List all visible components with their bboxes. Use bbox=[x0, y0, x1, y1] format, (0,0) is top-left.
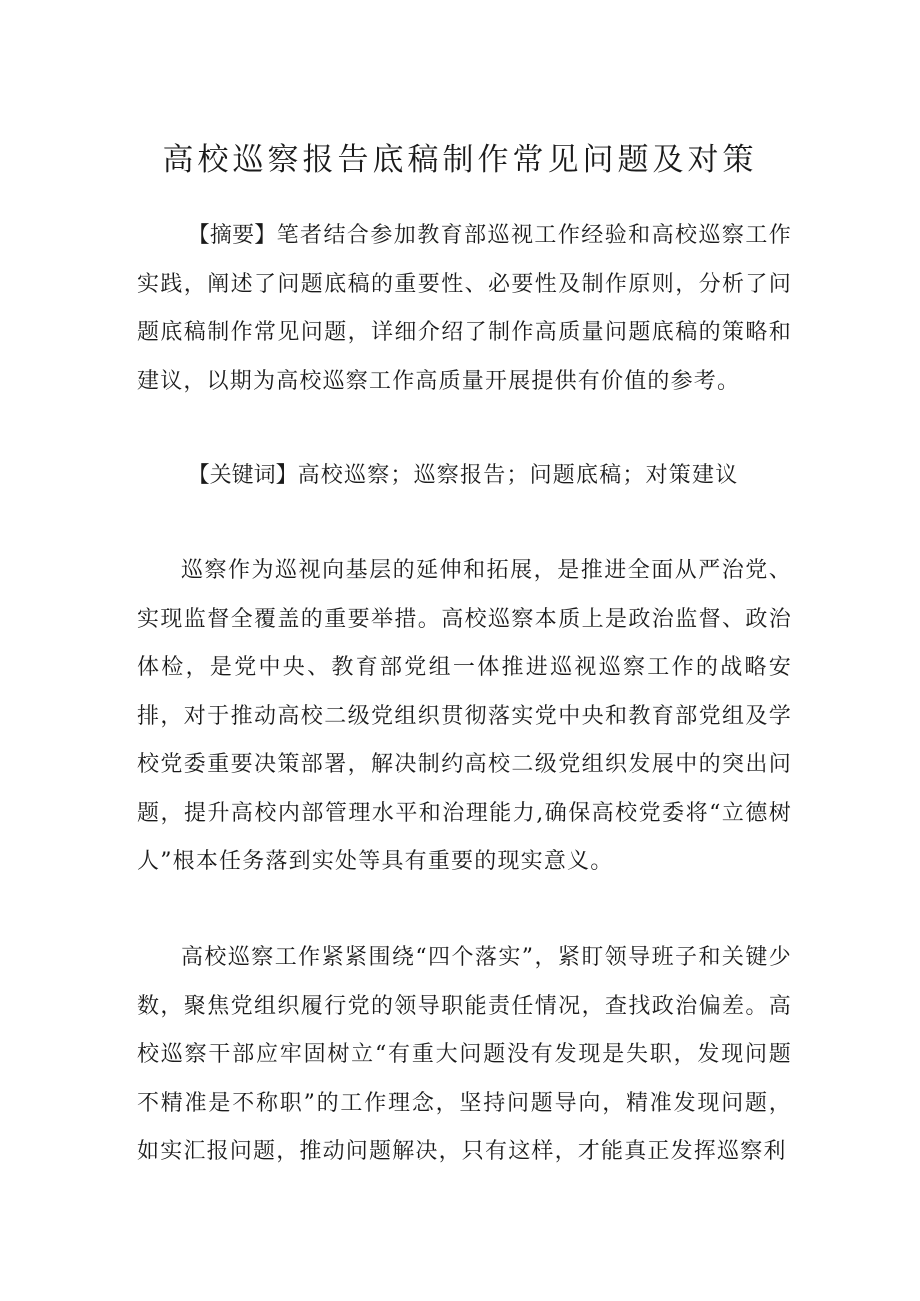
keywords-label: 【关键词】 bbox=[187, 463, 298, 488]
abstract-label: 【摘要】 bbox=[187, 223, 277, 248]
abstract-paragraph bbox=[137, 212, 792, 406]
abstract-text: 笔者结合参加教育部巡视工作经验和高校巡察工作实践，阐述了问题底稿的重要性、必要性及制作原则，分析了问题底稿制作常见问题，详细介绍了制作高质量问题底稿的策略和建议，以期为高校巡察工作高质量开展提供有价值的参考。 bbox=[137, 223, 792, 394]
keywords-paragraph bbox=[137, 452, 792, 501]
keywords-text: 高校巡察；巡察报告；问题底稿；对策建议 bbox=[297, 463, 739, 488]
body-paragraph-2: 高校巡察工作紧紧围绕“四个落实”，紧盯领导班子和关键少数，聚焦党组织履行党的领导职能责任情况，查找政治偏差。高校巡察干部应牢固树立“有重大问题没有发现是失职，发现问题不精准是不称职”的工作理念，坚持问题导向，精准发现问题，如实汇报问题，推动问题解决，只有这样，才能真正发挥巡察利 bbox=[137, 945, 792, 1164]
document-title: 高校巡察报告底稿制作常见问题及对策 bbox=[162, 142, 758, 178]
body-paragraph-1: 巡察作为巡视向基层的延伸和拓展，是推进全面从严治党、实现监督全覆盖的重要举措。高校巡察本质上是政治监督、政治体检，是党中央、教育部党组一体推进巡视巡察工作的战略安排，对于推动高校二级党组织贯彻落实党中央和教育部党组及学校党委重要决策部署，解决制约高校二级党组织发展中的突出问题，提升高校内部管理水平和治理能力,确保高校党委将“立德树人”根本任务落到实处等具有重要的现实意义。 bbox=[137, 558, 792, 874]
